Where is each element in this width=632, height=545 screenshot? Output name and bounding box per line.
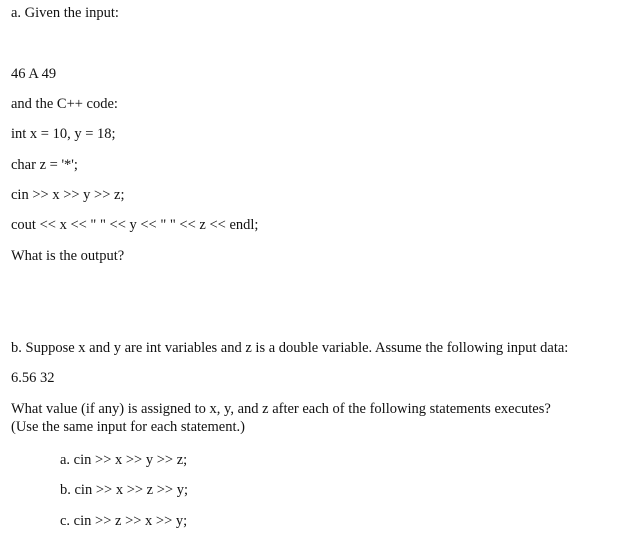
part-b-question-line-1: What value (if any) is assigned to x, y, and z after each of the following statements executes? [11, 401, 551, 417]
code-line-3: cin >> x >> y >> z; [11, 187, 125, 203]
part-a-heading: a. Given the input: [11, 5, 119, 21]
part-a-question: What is the output? [11, 248, 125, 264]
statement-c: c. cin >> z >> x >> y; [60, 513, 188, 529]
statement-a: a. cin >> x >> y >> z; [60, 452, 188, 468]
code-line-1: int x = 10, y = 18; [11, 126, 116, 142]
part-a-input: 46 A 49 [11, 66, 57, 82]
statement-b: b. cin >> x >> z >> y; [60, 482, 188, 498]
part-b-heading: b. Suppose x and y are int variables and z is a double variable. Assume the following input data: [11, 340, 569, 356]
part-b-input: 6.56 32 [11, 370, 55, 386]
code-line-4: cout << x << " " << y << " " << z << endl; [11, 217, 259, 233]
part-b-question-line-2: (Use the same input for each statement.) [11, 419, 245, 435]
part-a-intro: and the C++ code: [11, 96, 118, 112]
code-line-2: char z = '*'; [11, 157, 78, 173]
